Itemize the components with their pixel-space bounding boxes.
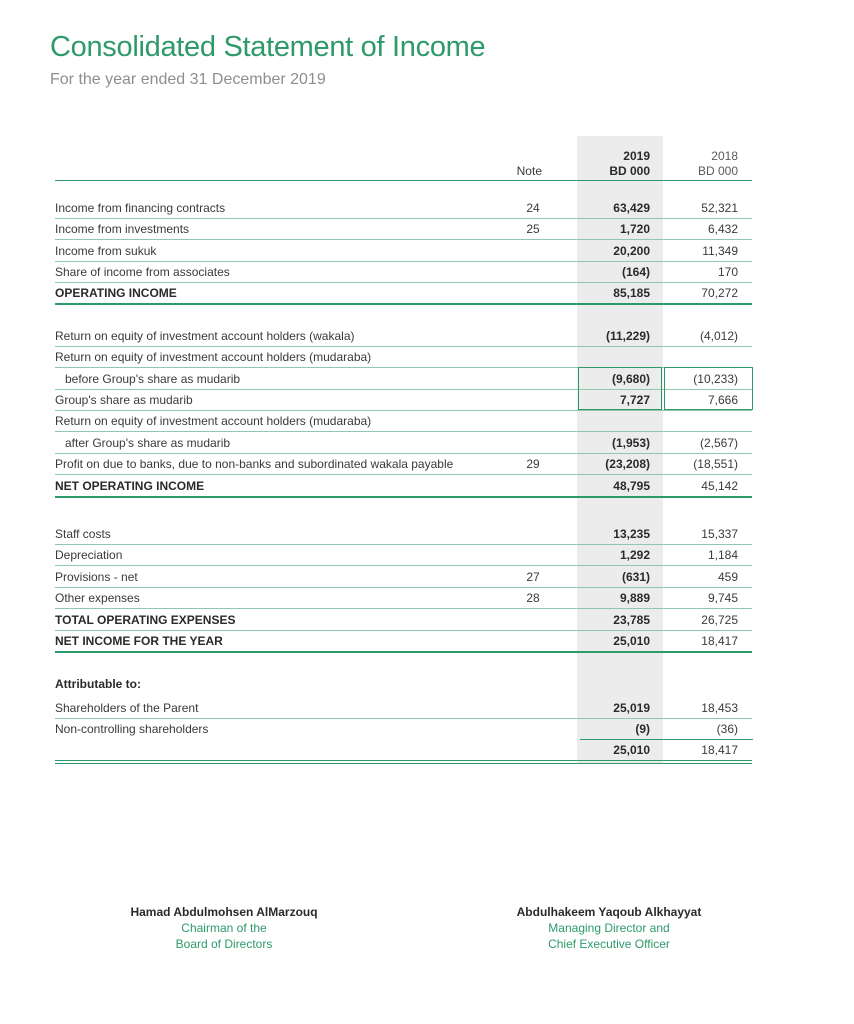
row-value-2019: (1,953)	[611, 436, 650, 450]
signatory-role: Board of Directors	[175, 937, 273, 951]
row-value-2018: (4,012)	[699, 329, 738, 343]
year-2019-header: 2019	[623, 149, 650, 163]
row-label: Attributable to:	[55, 677, 141, 691]
row-value-2018: 52,321	[701, 201, 738, 215]
row-value-2018: 6,432	[707, 222, 738, 236]
table-row	[55, 544, 752, 566]
row-value-2018: 18,417	[701, 743, 738, 757]
table-row	[55, 325, 752, 347]
subtotal-row	[55, 282, 752, 305]
row-value-2018: (2,567)	[699, 436, 738, 450]
row-label: Income from financing contracts	[55, 201, 226, 215]
subtotal-row	[55, 475, 752, 498]
table-row	[55, 432, 752, 454]
row-value-2019: 20,200	[613, 244, 650, 258]
row-value-2019: 1,292	[619, 548, 650, 562]
row-value-2018: 9,745	[707, 591, 738, 605]
table-row	[55, 566, 752, 588]
total-row	[55, 630, 752, 653]
row-value-2019: 48,795	[613, 479, 650, 493]
year-2018-header: 2018	[711, 149, 738, 163]
signatory-name: Abdulhakeem Yaqoub Alkhayyat	[516, 905, 702, 919]
row-value-2018: 45,142	[701, 479, 738, 493]
signatory-name: Hamad Abdulmohsen AlMarzouq	[130, 905, 318, 919]
page-subtitle: For the year ended 31 December 2019	[50, 71, 326, 88]
row-value-2018: 1,184	[707, 548, 738, 562]
row-value-2018: 18,417	[701, 634, 738, 648]
row-label: Provisions - net	[55, 570, 138, 584]
row-note: 29	[526, 457, 540, 471]
row-label: Return on equity of investment account holders (mudaraba)	[55, 350, 372, 364]
signature-ceo	[479, 904, 739, 952]
row-value-2018: 15,337	[701, 527, 738, 541]
row-value-2019: (11,229)	[605, 329, 650, 343]
row-label: Profit on due to banks, due to non-banks and subordinated wakala payable	[55, 457, 454, 471]
row-value-2019: (9,680)	[611, 372, 650, 386]
signatory-role: Managing Director and	[548, 921, 670, 935]
row-value-2019: 7,727	[619, 393, 650, 407]
row-label: before Group's share as mudarib	[65, 372, 241, 386]
double-rule-top	[55, 760, 752, 761]
signatory-role: Chairman of the	[181, 921, 267, 935]
row-label: TOTAL OPERATING EXPENSES	[55, 613, 236, 627]
row-label: OPERATING INCOME	[55, 286, 177, 300]
table-row	[55, 261, 752, 283]
row-value-2019: 25,019	[613, 701, 650, 715]
table-row	[55, 523, 752, 545]
row-value-2018: 26,725	[701, 613, 738, 627]
row-note: 27	[526, 570, 540, 584]
signatory-role: Chief Executive Officer	[548, 937, 670, 951]
row-label: Depreciation	[55, 548, 123, 562]
table-row	[55, 587, 752, 609]
row-label: Staff costs	[55, 527, 111, 541]
subtotal-row	[55, 609, 752, 631]
signature-chairman	[94, 904, 354, 952]
note-column-header: Note	[516, 164, 542, 178]
row-note: 24	[526, 201, 540, 215]
row-label: after Group's share as mudarib	[65, 436, 231, 450]
row-label: Return on equity of investment account holders (mudaraba)	[55, 414, 372, 428]
row-note: 28	[526, 591, 540, 605]
highlight-box-2018	[664, 367, 753, 410]
row-value-2019: 85,185	[613, 286, 650, 300]
section-heading-row	[55, 673, 752, 694]
row-value-2018: 18,453	[701, 701, 738, 715]
table-row	[55, 410, 752, 432]
highlight-box-2019	[578, 367, 662, 410]
row-value-2019: 25,010	[613, 743, 650, 757]
row-note: 25	[526, 222, 540, 236]
row-value-2019: 1,720	[619, 222, 650, 236]
table-row	[55, 197, 752, 219]
row-label: Return on equity of investment account holders (wakala)	[55, 329, 355, 343]
row-value-2018: 459	[717, 570, 738, 584]
row-value-2018: (18,551)	[693, 457, 738, 471]
row-label: Income from sukuk	[55, 244, 157, 258]
row-value-2019: (631)	[621, 570, 650, 584]
table-row	[55, 453, 752, 475]
row-value-2018: 7,666	[707, 393, 738, 407]
row-value-2018: 170	[717, 265, 738, 279]
row-value-2019: (164)	[621, 265, 650, 279]
row-value-2018: (36)	[716, 722, 738, 736]
row-label: Share of income from associates	[55, 265, 230, 279]
double-rule-bottom	[55, 763, 752, 764]
row-label: Group's share as mudarib	[55, 393, 193, 407]
row-value-2018: 11,349	[702, 244, 738, 258]
row-value-2019: 9,889	[619, 591, 650, 605]
table-row	[55, 697, 752, 719]
row-label: NET OPERATING INCOME	[55, 479, 205, 493]
row-value-2019: (23,208)	[605, 457, 650, 471]
row-value-2018: 70,272	[701, 286, 738, 300]
row-value-2019: 63,429	[613, 201, 650, 215]
table-row	[55, 346, 752, 368]
row-value-2018: (10,233)	[693, 372, 738, 386]
table-row	[55, 218, 752, 240]
row-label: Income from investments	[55, 222, 190, 236]
row-label: NET INCOME FOR THE YEAR	[55, 634, 223, 648]
row-value-2019: 13,235	[613, 527, 650, 541]
header-rule	[55, 180, 752, 181]
row-value-2019: 25,010	[613, 634, 650, 648]
table-row	[55, 240, 752, 262]
row-label: Shareholders of the Parent	[55, 701, 199, 715]
table-row	[55, 718, 752, 739]
row-value-2019: (9)	[635, 722, 650, 736]
page-title: Consolidated Statement of Income	[50, 31, 486, 63]
unit-2018-header: BD 000	[697, 164, 738, 178]
row-label: Other expenses	[55, 591, 140, 605]
unit-2019-header: BD 000	[609, 164, 650, 178]
row-label: Non-controlling shareholders	[55, 722, 209, 736]
total-row	[55, 739, 752, 760]
row-value-2019: 23,785	[613, 613, 650, 627]
